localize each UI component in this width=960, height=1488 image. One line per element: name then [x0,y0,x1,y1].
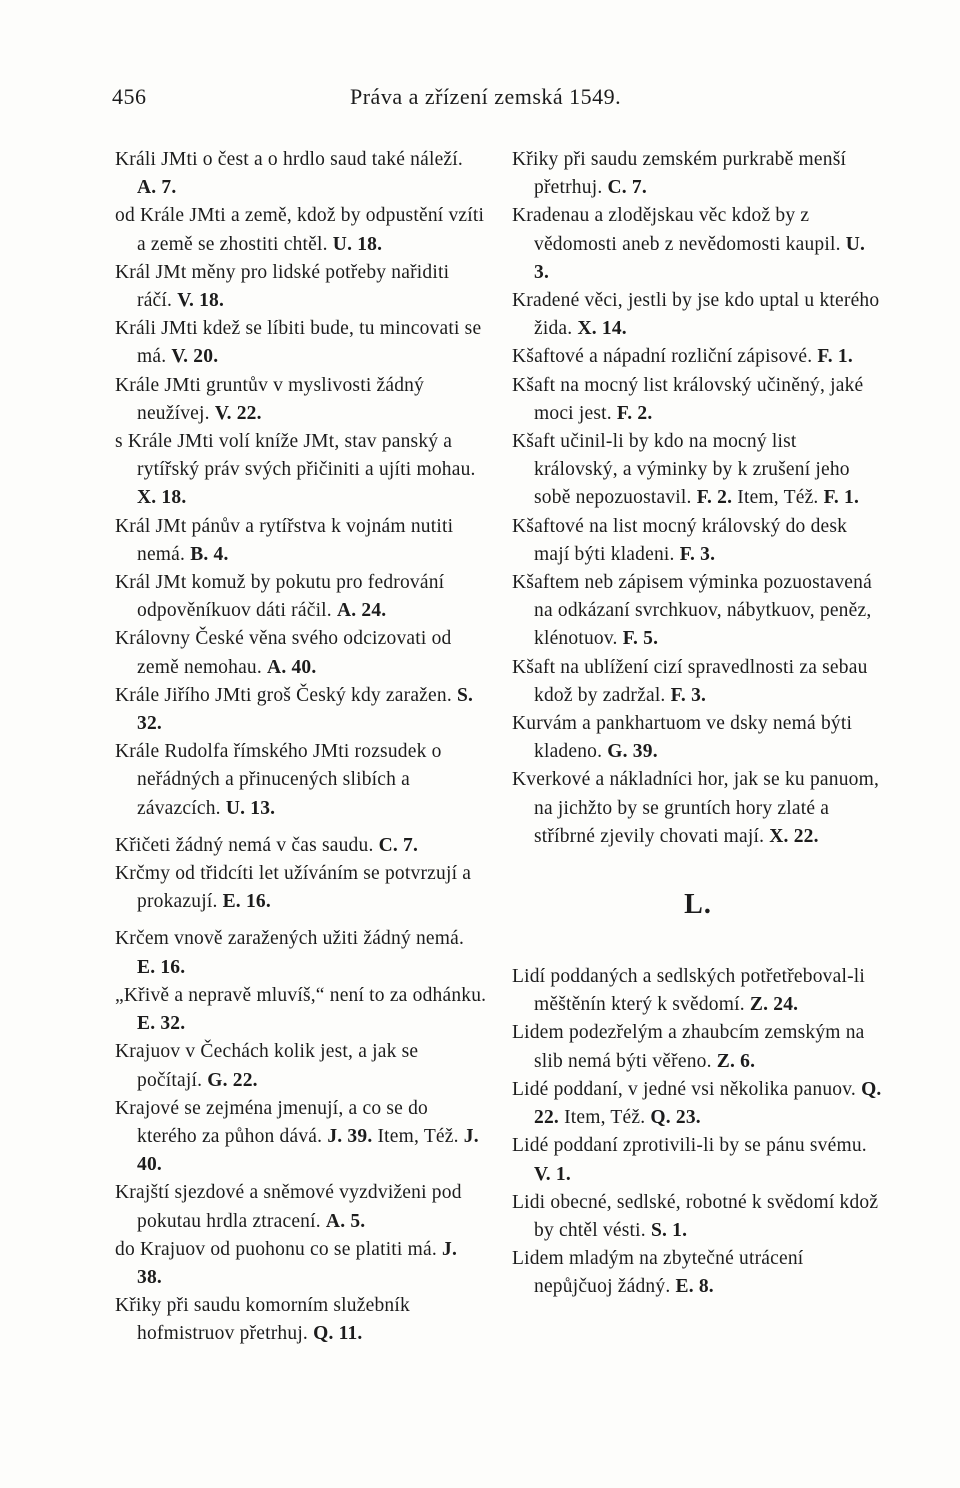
index-entry [115,259,487,315]
entry-extra-reference: F. 1. [823,487,860,509]
entry-reference: X. 22. [769,825,819,847]
entry-reference: F. 2. [616,402,653,424]
entry-reference: A. 40. [267,656,317,678]
index-entry [512,146,884,202]
entry-reference: F. 3. [670,684,707,706]
index-entry [512,202,884,287]
left-column [115,146,487,1349]
entry-reference: F. 1. [817,346,853,368]
entry-text: Lidé poddaní, v jedné vsi několika panuov. [512,1078,856,1100]
entry-reference: X. 18. [137,487,187,509]
entry-reference: V. 18. [177,290,225,312]
entry-text: Krajuov v Čechách kolik jest, a jak se počítají. [115,1041,419,1091]
index-entry [115,569,487,625]
entry-text: Lidem mladým na zbytečné utrácení nepůjčuoj žádný. [512,1248,804,1298]
entry-text: Krále Jiřího JMti groš Český kdy zaražen. [115,684,452,706]
index-entry [512,428,884,513]
entry-text: Krajští sjezdové a sněmové vyzdviženi pod pokutau hrdla ztracení. [115,1182,462,1232]
entry-text: Křičeti žádný nemá v čas saudu. [115,834,374,856]
entry-text: Lidé poddaní zprotivili-li by se pánu svému. [512,1135,867,1157]
entry-extra: Item, Též. [377,1125,459,1147]
index-entry [115,1292,487,1348]
page-header [112,84,882,114]
entry-text: Králi JMti kdež se líbiti bude, tu mincovati se má. [115,318,482,368]
entry-text: Kverkové a nákladníci hor, jak se ku panuom, na jichžto by se gruntích hory zlaté a stříbrné zjevily chovati mají. [512,769,880,847]
entry-reference: U. 18. [332,233,383,255]
entry-reference: S. 1. [650,1219,688,1241]
entry-reference: V. 1. [534,1163,571,1185]
entry-reference: A. 24. [336,600,387,622]
entry-text: Kurvám a pankhartuom ve dsky nemá býti kladeno. [512,713,853,763]
entry-text: Krčmy od třidcíti let užíváním se potvrzují a prokazují. [115,863,472,913]
index-entry [512,513,884,569]
entry-text: Kšaftové a nápadní rozliční zápisové. [512,346,813,368]
entry-extra-reference: J. 40. [137,1125,479,1176]
index-entry [115,372,487,428]
index-entry [115,625,487,681]
index-entry [115,315,487,371]
entry-reference: E. 16. [137,956,186,978]
entry-reference: V. 22. [214,402,262,424]
right-column [512,146,884,1302]
entry-text: Královny České věna svého odcizovati od země nemohau. [115,628,452,678]
entry-text: Lidi obecné, sedlské, robotné k svědomí kdož by chtěl vésti. [512,1191,879,1241]
entry-reference: F. 2. [696,487,733,509]
entry-text: Křiky při saudu zemském purkrabě menší přetrhuj. [512,149,847,199]
entry-reference: X. 14. [577,318,627,340]
entry-reference: C. 7. [607,177,647,199]
index-entry [512,1132,884,1188]
entry-text: Král JMt pánův a rytířstva k vojnám nutiti nemá. [115,515,454,565]
entry-reference: Q. 22. [534,1078,882,1129]
section-letter-heading: L. [684,889,712,921]
entry-text: do Krajuov od puohonu co se platiti má. [115,1238,437,1260]
index-entry [512,569,884,654]
index-entry [512,1019,884,1075]
index-entry [115,860,487,916]
entry-text: Kradené věci, jestli by jse kdo uptal u kterého žida. [512,290,880,340]
index-entry [512,343,884,371]
index-entry [115,982,487,1038]
entry-reference: B. 4. [190,543,229,565]
entry-text: „Křivě a nepravě mluvíš,“ není to za odhánku. [115,984,487,1006]
entry-reference: E. 8. [675,1276,714,1298]
index-entry [115,146,487,202]
index-entry [512,654,884,710]
entry-text: s Krále JMti volí kníže JMt, stav panský a rytířský práv svých přičiniti a ujíti mohau. [115,431,476,481]
entry-text: Kšaft na mocný list královský učiněný, jaké moci jest. [512,374,864,424]
entry-text: Kšaft učinil-li by kdo na mocný list královský, a výminky by k zrušení jeho sobě nepozuostavil. [512,431,850,509]
index-entry [115,1095,487,1180]
entry-reference: A. 5. [325,1210,366,1232]
entry-reference: G. 22. [207,1069,258,1091]
entry-text: Kradenau a zlodějskau věc kdož by z vědomosti aneb z nevědomosti kaupil. [512,205,841,255]
entry-reference: S. 32. [137,684,474,735]
index-entry [512,766,884,851]
entry-reference: C. 7. [378,834,419,856]
entry-reference: U. 3. [534,233,866,283]
entry-reference: J. 39. [327,1125,373,1147]
entry-reference: Z. 24. [749,994,799,1016]
entry-text: Křiky při saudu komorním služebník hofmistruov přetrhuj. [115,1295,410,1345]
entry-extra: Item, Též. [564,1107,646,1129]
entry-text: Krále Rudolfa římského JMti rozsudek o neřádných a přinucených slibích a závazcích. [115,741,442,819]
index-entry [512,1189,884,1245]
index-entry [115,738,487,823]
entry-reference: Z. 6. [716,1050,756,1072]
index-entry [115,202,487,258]
entry-reference: V. 20. [171,346,219,368]
entry-reference: J. 38. [137,1238,458,1288]
index-entry [512,1245,884,1301]
index-entry [512,963,884,1019]
entry-reference: G. 39. [607,741,658,763]
index-entry [512,372,884,428]
entry-text: Lidí poddaných a sedlských potřetřeboval-li měštěnín který k svědomí. [512,966,866,1016]
index-entry [512,287,884,343]
index-entry [115,1236,487,1292]
entry-text: Kšaftové na list mocný královský do desk mají býti kladeni. [512,515,848,565]
entry-reference: E. 16. [222,891,271,913]
entry-text: Krčem vnově zaražených užiti žádný nemá. [115,928,465,950]
entry-text: Králi JMti o čest a o hrdlo saud také náleží. [115,149,463,170]
entry-reference: Q. 11. [313,1323,363,1345]
index-entry [115,428,487,513]
entry-text: Krajové se zejména jmenují, a co se do kterého za půhon dává. [115,1097,428,1147]
entry-reference: A. 7. [137,177,177,199]
entry-text: Krále JMti gruntův v myslivosti žádný neužívej. [115,374,425,424]
entry-reference: F. 3. [679,543,716,565]
index-entry [512,710,884,766]
index-entry [115,832,487,860]
entry-reference: U. 13. [225,797,276,819]
index-entry [115,1038,487,1094]
entry-text: Král JMt měny pro lidské potřeby nařiditi ráčí. [115,261,450,312]
page-number: 456 [112,84,147,109]
index-entry [115,925,487,981]
entry-text: Lidem podezřelým a zhaubcím zemským na slib nemá býti věřeno. [512,1022,865,1072]
entry-extra-reference: Q. 23. [650,1107,701,1129]
entry-extra: Item, Též. [737,487,819,509]
index-entry [115,513,487,569]
index-entry [115,1179,487,1235]
index-entry [512,1076,884,1132]
index-entry [115,682,487,738]
running-title: Práva a zřízení zemská 1549. [350,84,622,109]
entry-text: Kšaftem neb zápisem výminka pozuostavená na odkázaní svrchkuov, nábytkuov, peněz, klénotuov. [512,572,872,650]
entry-reference: E. 32. [137,1013,186,1035]
entry-text: Kšaft na ublížení cizí spravedlnosti za sebau kdož by zadržal. [512,656,868,706]
entry-text: od Krále JMti a země, kdož by odpustění vzíti a země se zhostiti chtěl. [115,205,485,255]
entry-reference: F. 5. [622,628,659,650]
entry-text: Král JMt komuž by pokutu pro fedrování odpověníkuov dáti ráčil. [115,572,445,622]
